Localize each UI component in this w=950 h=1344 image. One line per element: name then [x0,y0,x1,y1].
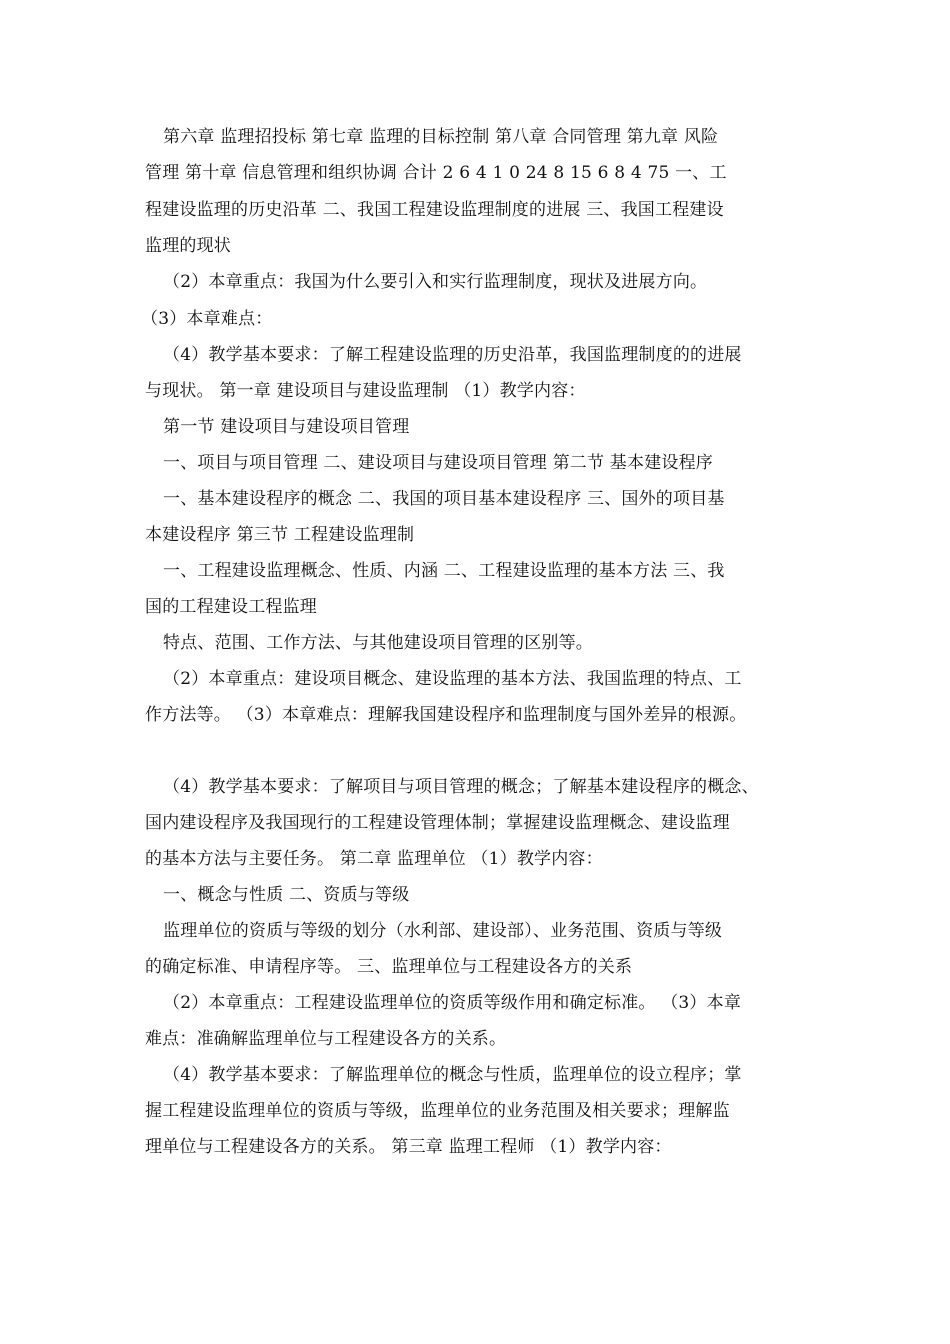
text-line-9: 第一节 建设项目与建设项目管理 [163,417,410,437]
text-line-5: （2）本章重点：我国为什么要引入和实行监理制度，现状及进展方向。 [163,272,708,292]
text-line-1: 第六章 监理招投标 第七章 监理的目标控制 第八章 合同管理 第九章 风险 [163,127,719,147]
text-line-4: 监理的现状 [145,236,231,256]
text-line-21: 一、概念与性质 二、资质与等级 [163,885,410,905]
text-line-18: （4）教学基本要求：了解项目与项目管理的概念；了解基本建设程序的概念、 [163,777,759,797]
text-line-7: （4）教学基本要求：了解工程建设监理的历史沿革，我国监理制度的的进展 [163,345,742,365]
text-line-12: 本建设程序 第三节 工程建设监理制 [145,525,415,545]
text-line-16: （2）本章重点：建设项目概念、建设监理的基本方法、我国监理的特点、工 [163,669,742,689]
text-line-10: 一、项目与项目管理 二、建设项目与建设项目管理 第二节 基本建设程序 [163,453,714,473]
text-line-11: 一、基本建设程序的概念 二、我国的项目基本建设程序 三、国外的项目基 [163,489,725,509]
text-line-15: 特点、范围、工作方法、与其他建设项目管理的区别等。 [163,633,593,653]
text-line-6: （3）本章难点： [141,309,273,329]
text-line-26: （4）教学基本要求：了解监理单位的概念与性质，监理单位的设立程序；掌 [163,1065,742,1085]
text-line-13: 一、工程建设监理概念、性质、内涵 二、工程建设监理的基本方法 三、我 [163,561,725,581]
text-line-2: 管理 第十章 信息管理和组织协调 合计 2 6 4 1 0 24 8 15 6 8 4 75 一、工 [145,163,727,183]
text-line-20: 的基本方法与主要任务。 第二章 监理单位 （1）教学内容： [145,849,603,869]
text-line-14: 国的工程建设工程监理 [145,597,317,617]
text-line-27: 握工程建设监理单位的资质与等级，监理单位的业务范围及相关要求；理解监 [145,1101,730,1121]
text-line-17: 作方法等。 （3）本章难点：理解我国建设程序和监理制度与国外差异的根源。 [145,705,747,725]
text-line-22: 监理单位的资质与等级的划分（水利部、建设部）、业务范围、资质与等级 [163,921,723,941]
text-line-23: 的确定标准、申请程序等。 三、监理单位与工程建设各方的关系 [145,957,633,977]
text-line-25: 难点：准确解监理单位与工程建设各方的关系。 [145,1029,507,1049]
text-line-28: 理单位与工程建设各方的关系。 第三章 监理工程师 （1）教学内容： [145,1137,672,1157]
text-line-24: （2）本章重点：工程建设监理单位的资质等级作用和确定标准。 （3）本章 [163,993,742,1013]
text-line-3: 程建设监理的历史沿革 二、我国工程建设监理制度的进展 三、我国工程建设 [145,200,724,220]
text-line-8: 与现状。 第一章 建设项目与建设监理制 （1）教学内容： [145,381,586,401]
text-line-19: 国内建设程序及我国现行的工程建设管理体制；掌握建设监理概念、建设监理 [145,813,730,833]
